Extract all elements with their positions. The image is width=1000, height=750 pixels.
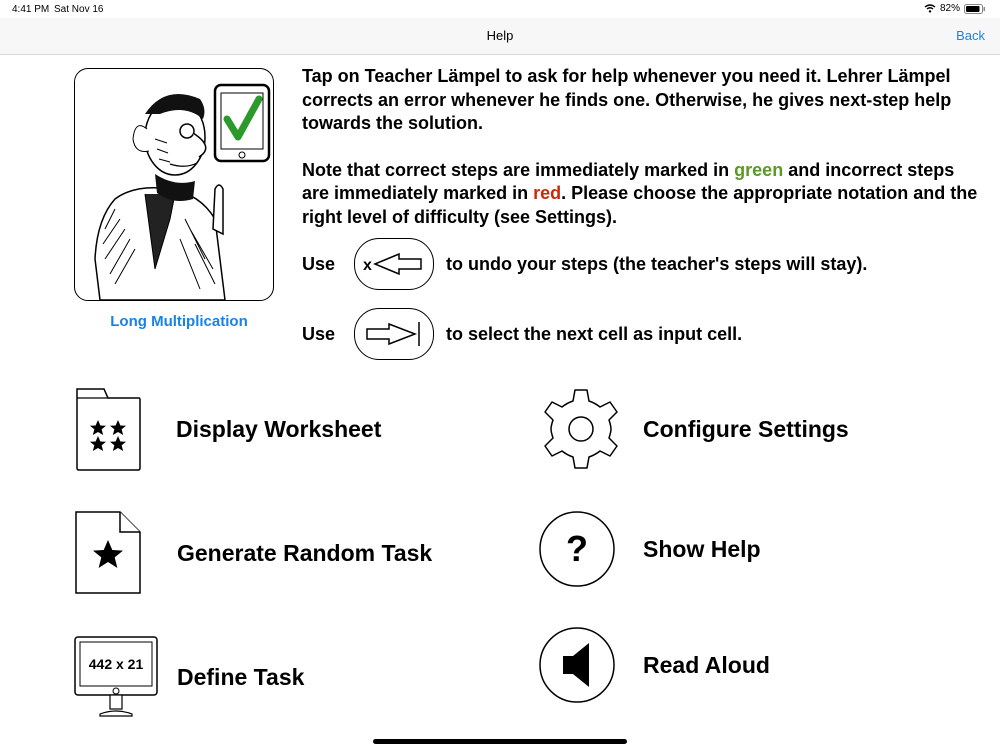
- battery-icon: [964, 4, 986, 14]
- teacher-illustration: [75, 69, 273, 300]
- read-aloud-button[interactable]: [538, 626, 770, 704]
- gear-icon: [538, 386, 624, 472]
- teacher-lampel-button[interactable]: [74, 68, 274, 301]
- generate-random-task-label: Generate Random Task: [177, 539, 433, 566]
- undo-text: to undo your steps (the teacher's steps will stay).: [446, 253, 868, 274]
- next-instruction: [302, 308, 742, 360]
- back-button[interactable]: Back: [956, 28, 985, 43]
- status-indicators: [924, 3, 986, 14]
- speaker-icon: [538, 626, 616, 704]
- document-star-icon: [74, 510, 142, 596]
- configure-settings-button[interactable]: [538, 386, 849, 472]
- monitor-icon: [74, 636, 160, 718]
- undo-arrow-icon: [359, 244, 429, 284]
- battery-percent: 82%: [939, 3, 960, 14]
- help-text-part: and incorrect steps are immediately marked in: [302, 159, 955, 203]
- status-date: Sat Nov 16: [54, 4, 104, 15]
- help-text-part: . Please choose the appropriate notation and the right level of difficulty (see Settings).: [302, 183, 978, 227]
- undo-instruction: [302, 238, 867, 290]
- page-title: Help: [486, 28, 514, 43]
- display-worksheet-label: Display Worksheet: [176, 415, 382, 442]
- next-button-sample: [354, 308, 434, 360]
- next-arrow-icon: [359, 314, 429, 354]
- question-mark-icon: [538, 510, 616, 588]
- show-help-button[interactable]: [538, 510, 761, 588]
- display-worksheet-button[interactable]: [74, 386, 381, 472]
- next-text: to select the next cell as input cell.: [446, 323, 743, 344]
- undo-button-sample: [354, 238, 434, 290]
- wifi-icon: [924, 4, 936, 13]
- use-word: Use: [302, 253, 336, 274]
- define-task-label: Define Task: [177, 663, 305, 690]
- navigation-bar: [0, 18, 1000, 55]
- help-paragraph-2: [302, 159, 982, 230]
- long-multiplication-link[interactable]: Long Multiplication: [110, 313, 248, 330]
- define-task-button[interactable]: [74, 636, 304, 718]
- help-symbol: ?: [566, 528, 588, 569]
- undo-x: x: [363, 257, 372, 274]
- status-bar: [0, 0, 1000, 18]
- use-word: Use: [302, 323, 336, 344]
- worksheet-folder-icon: [74, 386, 142, 472]
- help-text: [302, 65, 982, 229]
- show-help-label: Show Help: [643, 535, 761, 562]
- home-indicator[interactable]: [373, 739, 627, 744]
- status-time: 4:41 PM: [12, 4, 50, 15]
- read-aloud-label: Read Aloud: [643, 651, 770, 678]
- monitor-screen-text: 442 x 21: [88, 656, 144, 672]
- green-word: green: [734, 159, 784, 180]
- generate-random-task-button[interactable]: [74, 510, 432, 596]
- red-word: red: [533, 183, 562, 203]
- help-paragraph-1: Tap on Teacher Lämpel to ask for help whenever you need it. Lehrer Lämpel corrects an error whenever he finds one. Otherwise, he gives next-step help towards the solution.: [302, 66, 952, 133]
- help-text-part: Note that correct steps are immediately marked in: [302, 159, 735, 180]
- configure-settings-label: Configure Settings: [643, 415, 849, 442]
